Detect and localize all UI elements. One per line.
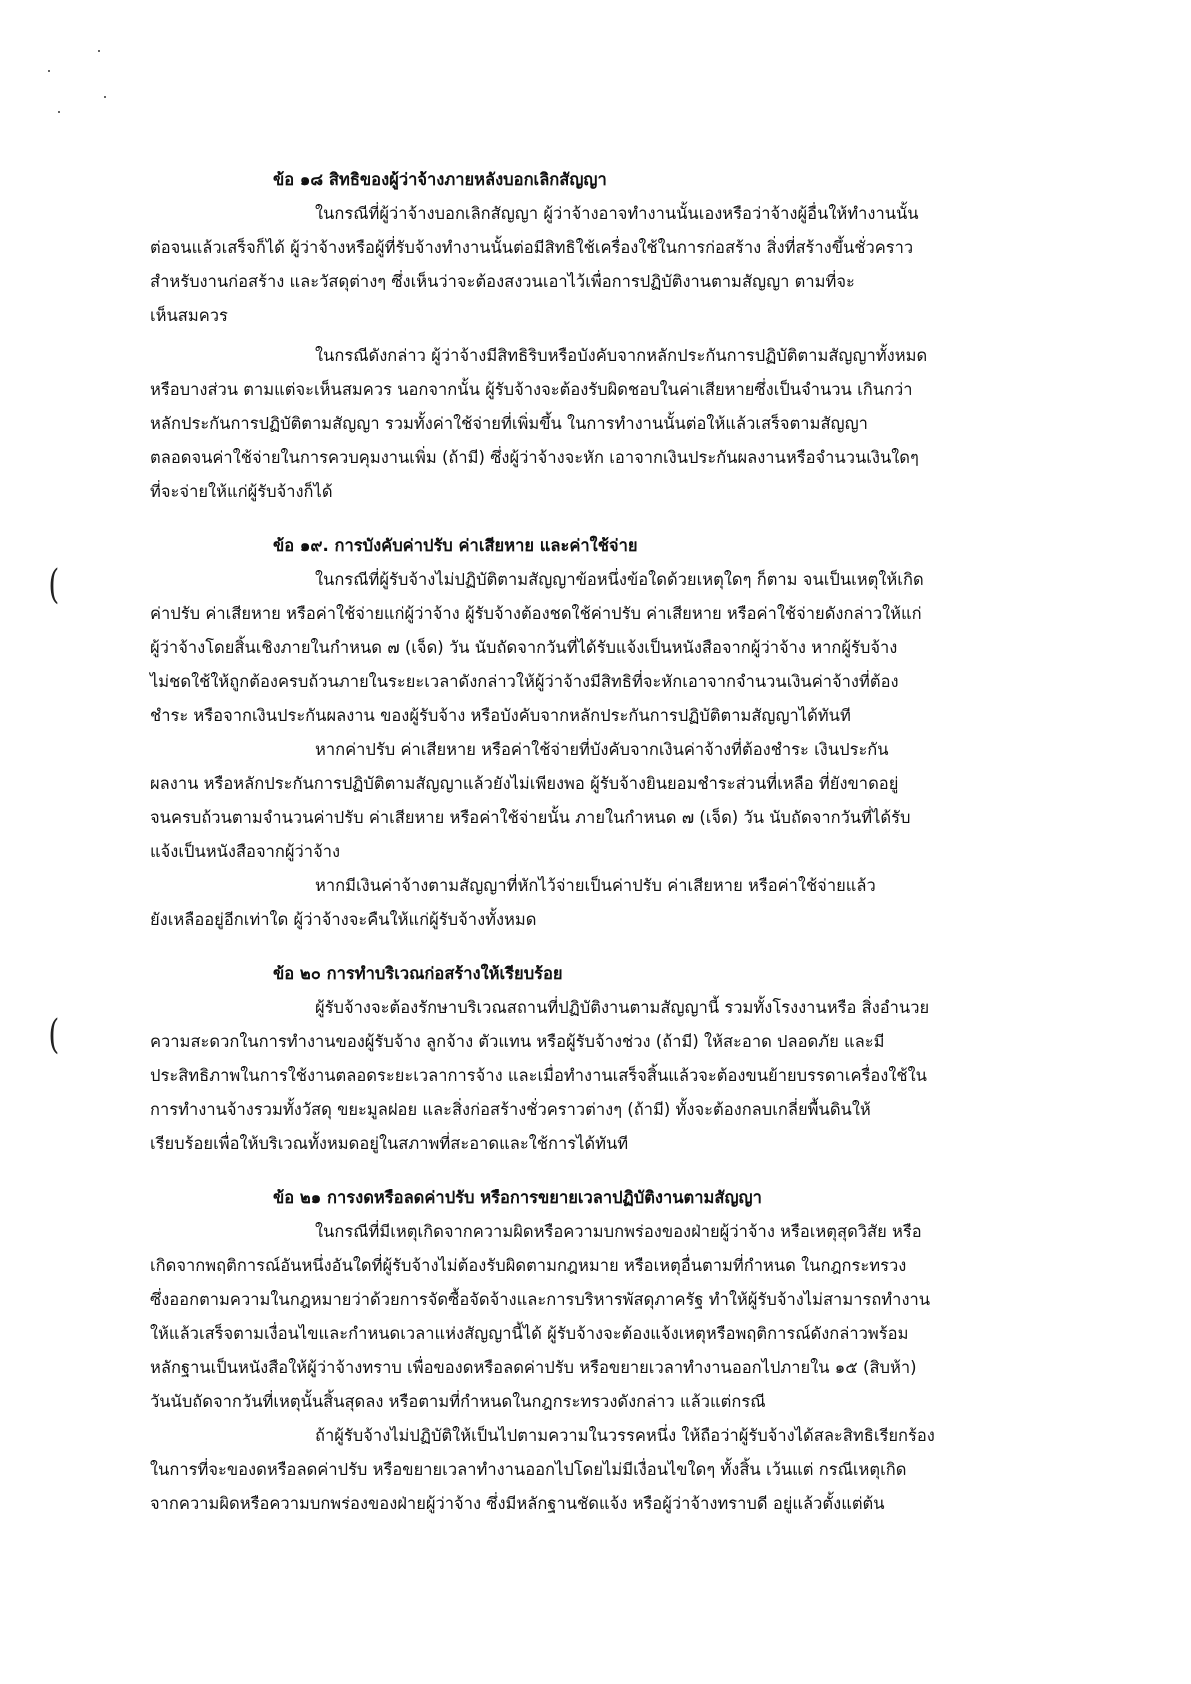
text-line: ซึ่งออกตามความในกฎหมายว่าด้วยการจัดซื้อจัดจ้างและการบริหารพัสดุภาครัฐ ทำให้ผู้รับจ้างไม่สามารถทำงาน [150,1290,931,1309]
scan-speck [48,70,50,72]
text-line: ค่าปรับ ค่าเสียหาย หรือค่าใช้จ่ายแก่ผู้ว่าจ้าง ผู้รับจ้างต้องชดใช้ค่าปรับ ค่าเสียหาย หรือค่าใช้จ่ายดังกล่าวให้แก่ [150,604,922,623]
paragraph [150,1215,1065,1419]
document-body [150,163,1065,1521]
text-line: หากมีเงินค่าจ้างตามสัญญาที่หักไว้จ่ายเป็นค่าปรับ ค่าเสียหาย หรือค่าใช้จ่ายแล้ว [315,876,876,895]
text-line: ให้แล้วเสร็จตามเงื่อนไขและกำหนดเวลาแห่งสัญญานี้ได้ ผู้รับจ้างจะต้องแจ้งเหตุหรือพฤติการณ์ดังกล่าวพร้อม [150,1324,909,1343]
paragraph [150,197,1065,333]
text-line: ต่อจนแล้วเสร็จก็ได้ ผู้ว่าจ้างหรือผู้ที่รับจ้างทำงานนั้นต่อมีสิทธิใช้เครื่องใช้ในการก่อสร้าง สิ่งที่สร้างขึ้นชั่วคราว [150,238,914,257]
section-20 [150,957,1065,1161]
text-line: ผู้ว่าจ้างโดยสิ้นเชิงภายในกำหนด ๗ (เจ็ด) วัน นับถัดจากวันที่ได้รับแจ้งเป็นหนังสือจากผู้ว่าจ้าง หากผู้รับจ้าง [150,638,898,657]
scan-speck [98,50,100,52]
section-heading: ข้อ ๑๘ สิทธิของผู้ว่าจ้างภายหลังบอกเลิกสัญญา [273,170,607,189]
text-line: วันนับถัดจากวันที่เหตุนั้นสิ้นสุดลง หรือตามที่กำหนดในกฎกระทรวงดังกล่าว แล้วแต่กรณี [150,1392,766,1411]
text-line: ตลอดจนค่าใช้จ่ายในการควบคุมงานเพิ่ม (ถ้ามี) ซึ่งผู้ว่าจ้างจะหัก เอาจากเงินประกันผลงานหรือจำนวนเงินใดๆ [150,448,919,467]
paragraph [150,1419,1065,1521]
text-line: ผู้รับจ้างจะต้องรักษาบริเวณสถานที่ปฏิบัติงานตามสัญญานี้ รวมทั้งโรงงานหรือ สิ่งอำนวย [315,998,930,1017]
text-line: การทำงานจ้างรวมทั้งวัสดุ ขยะมูลฝอย และสิ่งก่อสร้างชั่วคราวต่างๆ (ถ้ามี) ทั้งจะต้องกลบเกลี่ยพื้นดินให้ [150,1100,871,1119]
text-line: ถ้าผู้รับจ้างไม่ปฏิบัติให้เป็นไปตามความในวรรคหนึ่ง ให้ถือว่าผู้รับจ้างได้สละสิทธิเรียกร้อง [315,1426,935,1445]
text-line: จนครบถ้วนตามจำนวนค่าปรับ ค่าเสียหาย หรือค่าใช้จ่ายนั้น ภายในกำหนด ๗ (เจ็ด) วัน นับถัดจากวันที่ได้รับ [150,808,911,827]
margin-mark: ( [48,1012,60,1058]
text-line: ชำระ หรือจากเงินประกันผลงาน ของผู้รับจ้าง หรือบังคับจากหลักประกันการปฏิบัติตามสัญญาได้ทันที [150,706,851,725]
text-line: ความสะดวกในการทำงานของผู้รับจ้าง ลูกจ้าง ตัวแทน หรือผู้รับจ้างช่วง (ถ้ามี) ให้สะอาด ปลอดภัย และมี [150,1032,885,1051]
text-line: เห็นสมควร [150,306,228,325]
text-line: ในกรณีที่มีเหตุเกิดจากความผิดหรือความบกพร่องของฝ่ายผู้ว่าจ้าง หรือเหตุสุดวิสัย หรือ [315,1222,922,1241]
text-line: เกิดจากพฤติการณ์อันหนึ่งอันใดที่ผู้รับจ้างไม่ต้องรับผิดตามกฎหมาย หรือเหตุอื่นตามที่กำหนด ในกฎกระทรวง [150,1256,907,1275]
text-line: หากค่าปรับ ค่าเสียหาย หรือค่าใช้จ่ายที่บังคับจากเงินค่าจ้างที่ต้องชำระ เงินประกัน [315,740,889,759]
scan-speck [58,111,60,113]
section-heading: ข้อ ๒๑ การงดหรือลดค่าปรับ หรือการขยายเวลาปฏิบัติงานตามสัญญา [273,1188,762,1207]
section-heading: ข้อ ๑๙. การบังคับค่าปรับ ค่าเสียหาย และค่าใช้จ่าย [273,536,638,555]
text-line: หลักฐานเป็นหนังสือให้ผู้ว่าจ้างทราบ เพื่อของดหรือลดค่าปรับ หรือขยายเวลาทำงานออกไปภายใน ๑๕ (สิบห้า) [150,1358,917,1377]
text-line: ในกรณีดังกล่าว ผู้ว่าจ้างมีสิทธิริบหรือบังคับจากหลักประกันการปฏิบัติตามสัญญาทั้งหมด [315,346,928,365]
paragraph [150,339,1065,509]
text-line: สำหรับงานก่อสร้าง และวัสดุต่างๆ ซึ่งเห็นว่าจะต้องสงวนเอาไว้เพื่อการปฏิบัติงานตามสัญญา ตามที่จะ [150,272,855,291]
paragraph [150,563,1065,733]
section-18 [150,163,1065,509]
text-line: ในกรณีที่ผู้ว่าจ้างบอกเลิกสัญญา ผู้ว่าจ้างอาจทำงานนั้นเองหรือว่าจ้างผู้อื่นให้ทำงานนั้น [315,204,919,223]
text-line: ในการที่จะของดหรือลดค่าปรับ หรือขยายเวลาทำงานออกไปโดยไม่มีเงื่อนไขใดๆ ทั้งสิ้น เว้นแต่ กรณีเหตุเกิด [150,1460,907,1479]
section-heading: ข้อ ๒๐ การทำบริเวณก่อสร้างให้เรียบร้อย [273,964,563,983]
scan-speck [104,96,106,98]
text-line: หลักประกันการปฏิบัติตามสัญญา รวมทั้งค่าใช้จ่ายที่เพิ่มขึ้น ในการทำงานนั้นต่อให้แล้วเสร็จตามสัญญา [150,414,868,433]
section-19 [150,529,1065,937]
text-line: ประสิทธิภาพในการใช้งานตลอดระยะเวลาการจ้าง และเมื่อทำงานเสร็จสิ้นแล้วจะต้องขนย้ายบรรดาเครื่องใช้ใน [150,1066,927,1085]
text-line: จากความผิดหรือความบกพร่องของฝ่ายผู้ว่าจ้าง ซึ่งมีหลักฐานชัดแจ้ง หรือผู้ว่าจ้างทราบดี อยู่แล้วตั้งแต่ต้น [150,1494,885,1513]
text-line: ไม่ชดใช้ให้ถูกต้องครบถ้วนภายในระยะเวลาดังกล่าวให้ผู้ว่าจ้างมีสิทธิที่จะหักเอาจากจำนวนเงินค่าจ้างที่ต้อง [150,672,899,691]
margin-mark: ( [48,562,60,608]
text-line: ผลงาน หรือหลักประกันการปฏิบัติตามสัญญาแล้วยังไม่เพียงพอ ผู้รับจ้างยินยอมชำระส่วนที่เหลือ ที่ยังขาดอยู่ [150,774,899,793]
text-line: ที่จะจ่ายให้แก่ผู้รับจ้างก็ได้ [150,482,333,501]
text-line: ยังเหลืออยู่อีกเท่าใด ผู้ว่าจ้างจะคืนให้แก่ผู้รับจ้างทั้งหมด [150,910,537,929]
paragraph [150,991,1065,1161]
text-line: ในกรณีที่ผู้รับจ้างไม่ปฏิบัติตามสัญญาข้อหนึ่งข้อใดด้วยเหตุใดๆ ก็ตาม จนเป็นเหตุให้เกิด [315,570,924,589]
text-line: แจ้งเป็นหนังสือจากผู้ว่าจ้าง [150,842,341,861]
section-21 [150,1181,1065,1521]
paragraph [150,869,1065,937]
text-line: หรือบางส่วน ตามแต่จะเห็นสมควร นอกจากนั้น ผู้รับจ้างจะต้องรับผิดชอบในค่าเสียหายซึ่งเป็นจำนวน เกินกว่า [150,380,913,399]
paragraph [150,733,1065,869]
text-line: เรียบร้อยเพื่อให้บริเวณทั้งหมดอยู่ในสภาพที่สะอาดและใช้การได้ทันที [150,1134,629,1153]
